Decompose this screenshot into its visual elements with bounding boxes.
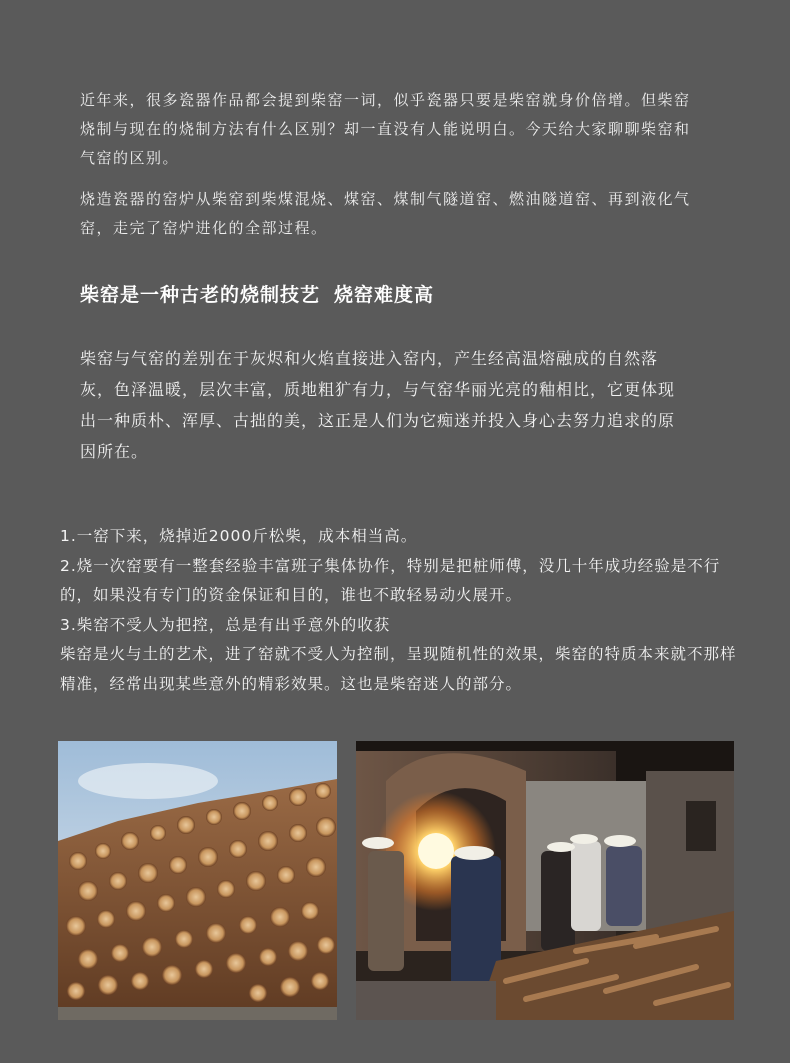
woodpile-photo: [58, 741, 337, 1020]
points-list: [60, 522, 740, 699]
point-2: 2.烧一次窑要有一整套经验丰富班子集体协作，特别是把桩师傅，没几十年成功经验是不行的，如果没有专门的资金保证和目的，谁也不敢轻易动火展开。: [60, 556, 721, 604]
section-body: 柴窑与气窑的差别在于灰烬和火焰直接进入窑内，产生经高温熔融成的自然落灰，色泽温暖，层次丰富，质地粗犷有力，与气窑华丽光亮的釉相比，它更体现出一种质朴、浑厚、古拙的美，这正是人们为它痴迷并投入身心去努力追求的原因所在。: [80, 349, 676, 461]
kiln-firing-photo: [356, 741, 734, 1020]
point-3: 3.柴窑不受人为把控，总是有出乎意外的收获: [60, 615, 391, 634]
heading-part-2: 烧窑难度高: [334, 284, 435, 306]
section-heading: [80, 280, 434, 307]
intro-paragraph-1: 近年来，很多瓷器作品都会提到柴窑一词，似乎瓷器只要是柴窑就身价倍增。但柴窑烧制与现在的烧制方法有什么区别？却一直没有人能说明白。今天给大家聊聊柴窑和气窑的区别。: [80, 91, 691, 167]
intro-paragraph-2: 烧造瓷器的窑炉从柴窑到柴煤混烧、煤窑、煤制气隧道窑、燃油隧道窑、再到液化气窑，走完了窑炉进化的全部过程。: [80, 190, 691, 237]
point-1: 1.一窑下来，烧掉近2000斤松柴，成本相当高。: [60, 527, 418, 545]
point-4: 柴窑是火与土的艺术，进了窑就不受人为控制，呈现随机性的效果，柴窑的特质本来就不那样精准，经常出现某些意外的精彩效果。这也是柴窑迷人的部分。: [60, 645, 737, 693]
heading-part-1: 柴窑是一种古老的烧制技艺: [80, 284, 321, 306]
